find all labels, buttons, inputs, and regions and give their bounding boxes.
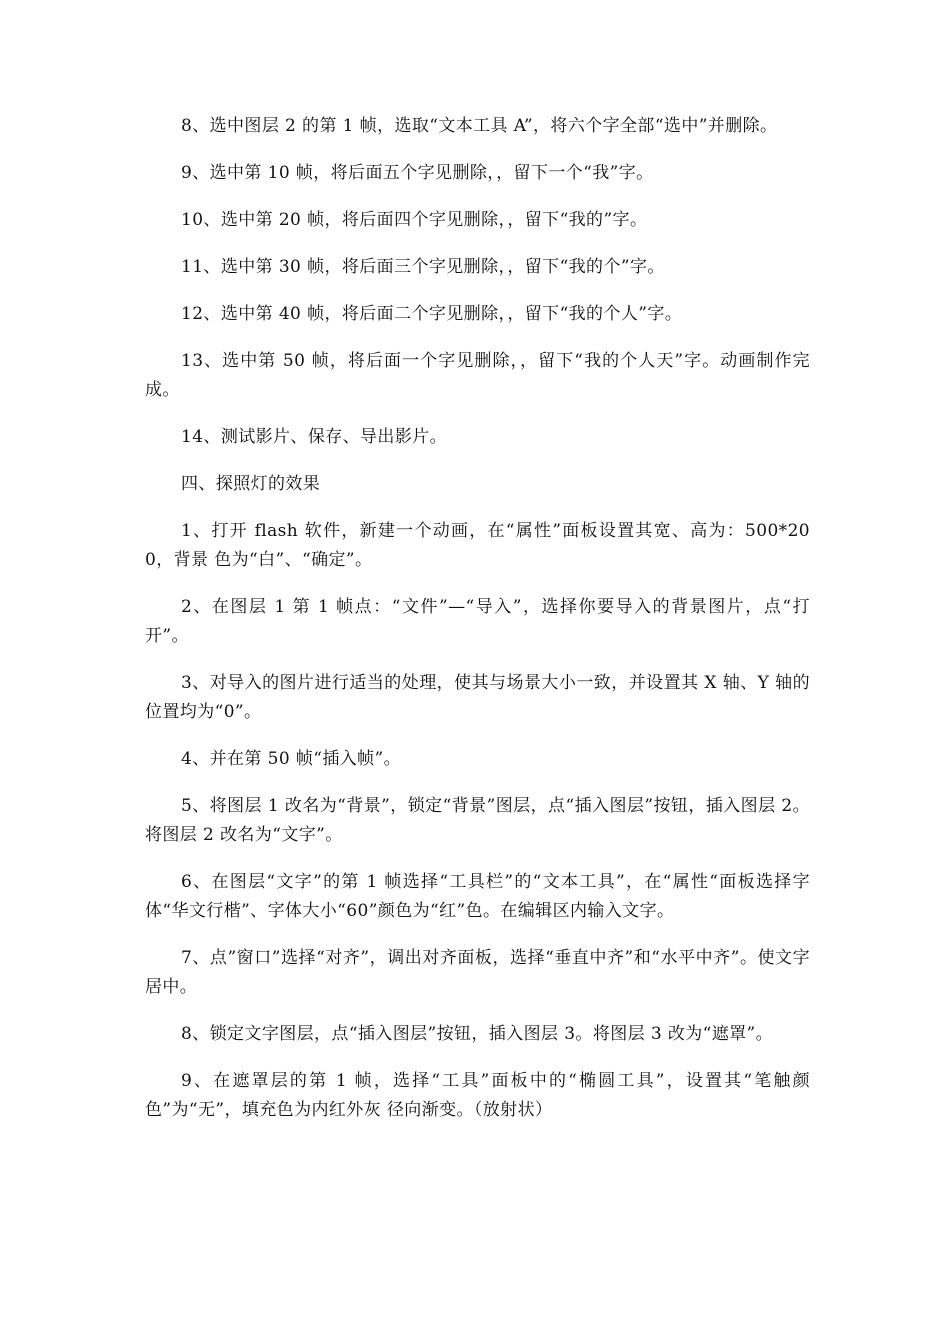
paragraph-step-14: 14、测试影片、保存、导出影片。 <box>181 427 448 447</box>
section-heading: 四、探照灯的效果 <box>181 474 321 494</box>
paragraph-spotlight-step-9: 9、在遮罩层的第 1 帧，选择“工具”面板中的“椭圆工具”，设置其“笔触颜色”为“无”，填充色为内红外灰 径向渐变。（放射状） <box>145 1071 810 1120</box>
paragraph-spotlight-step-3: 3、对导入的图片进行适当的处理，使其与场景大小一致，并设置其 X 轴、Y 轴的位置均为“0”。 <box>145 673 810 722</box>
paragraph-step-10: 10、选中第 20 帧，将后面四个字见删除，，留下“我的”字。 <box>181 210 648 230</box>
paragraph-spotlight-step-7: 7、点”窗口”选择“对齐”，调出对齐面板，选择“垂直中齐”和“水平中齐”。使文字居中。 <box>145 948 810 997</box>
paragraph-spotlight-step-2: 2、在图层 1 第 1 帧点：“文件”—“导入”，选择你要导入的背景图片，点“打开”。 <box>145 597 810 646</box>
paragraph-spotlight-step-5: 5、将图层 1 改名为“背景”，锁定“背景”图层，点“插入图层”按钮，插入图层 2。将图层 2 改名为“文字”。 <box>145 796 810 845</box>
paragraph-spotlight-step-6: 6、在图层“文字”的第 1 帧选择“工具栏”的“文本工具”，在“属性“面板选择字体“华文行楷”、字体大小“60”颜色为“红”色。在编辑区内输入文字。 <box>145 872 810 921</box>
document-body <box>145 112 810 1125</box>
paragraph-spotlight-step-8: 8、锁定文字图层，点“插入图层”按钮，插入图层 3。将图层 3 改为“遮罩”。 <box>181 1024 774 1044</box>
paragraph-spotlight-step-1: 1、打开 flash 软件，新建一个动画，在“属性”面板设置其宽、高为：500*200，背景 色为“白”、“确定”。 <box>145 521 810 570</box>
paragraph-step-8-delete-text: 8、选中图层 2 的第 1 帧，选取“文本工具 A”，将六个字全部“选中”并删除。 <box>181 116 778 136</box>
paragraph-step-11: 11、选中第 30 帧，将后面三个字见删除，，留下“我的个”字。 <box>181 257 665 277</box>
paragraph-step-9: 9、选中第 10 帧，将后面五个字见删除，，留下一个“我”字。 <box>181 163 654 183</box>
paragraph-step-13: 13、选中第 50 帧，将后面一个字见删除，，留下“我的个人天”字。动画制作完成。 <box>145 351 810 400</box>
paragraph-spotlight-step-4: 4、并在第 50 帧“插入帧”。 <box>181 749 402 769</box>
paragraph-step-12: 12、选中第 40 帧，将后面二个字见删除，，留下“我的个人”字。 <box>181 304 683 324</box>
